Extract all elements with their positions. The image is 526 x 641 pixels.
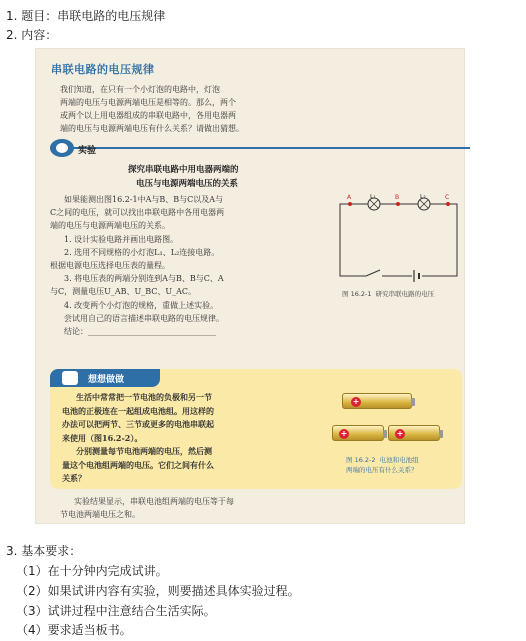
- topic-title: 串联电路的电压规律: [57, 9, 166, 23]
- step-line: 2. 选用不同规格的小灯泡L₁、L₂连接电路。: [64, 247, 220, 257]
- content-heading: 2. 内容：: [6, 28, 58, 42]
- think-do-text: [62, 391, 317, 486]
- result-line: 实验结果显示，串联电池组两端的电压等于每: [74, 497, 234, 506]
- step-line: C之间的电压，就可以找出串联电路中各用电器两: [50, 208, 225, 218]
- label-l1: L₁: [370, 194, 376, 200]
- result-line: 节电池两端电压之和。: [60, 510, 140, 519]
- experiment-steps: [50, 193, 335, 338]
- think-do-tab: [50, 369, 160, 387]
- plus-icon: +: [352, 397, 360, 406]
- battery-pack-cell: [332, 425, 384, 441]
- fig1-number: 图 16.2-1: [342, 290, 372, 298]
- requirement-item: （3）试讲过程中注意结合生活实际。: [16, 604, 216, 618]
- requirement-item: （2）如果试讲内容有实验，则要描述具体实验过程。: [16, 584, 300, 598]
- think-line: 分别测量每节电池两端的电压，然后测: [76, 446, 212, 456]
- topic-prefix: 1. 题目：: [6, 9, 58, 23]
- plus-icon: +: [396, 429, 404, 438]
- think-line: 生活中常常把一节电池的负极和另一节: [76, 392, 212, 402]
- topic-line: [6, 8, 165, 24]
- fig2-caption: [346, 455, 419, 475]
- plus-icon: +: [340, 429, 348, 438]
- think-line: 办法可以把两节、三节或更多的电池串联起: [62, 419, 214, 429]
- step-line: 根据电源电压选择电压表的量程。: [50, 261, 170, 271]
- experiment-divider: [50, 147, 470, 165]
- think-line: 量这个电池组两端的电压。它们之间有什么: [62, 459, 214, 470]
- think-line: 来使用（图16.2-2）。: [62, 432, 143, 443]
- think-do-box: [50, 369, 462, 489]
- speech-bubble-icon: [50, 139, 74, 157]
- single-battery: [342, 393, 412, 409]
- circuit-diagram: [336, 194, 461, 284]
- step-line: 尝试用自己的语言描述串联电路的电压规律。: [64, 313, 224, 323]
- experiment-title-line: 电压与电源两端电压的关系: [136, 179, 239, 189]
- think-line: 关系？: [62, 473, 86, 483]
- step-line: 1. 设计实验电路并画出电路图。: [64, 234, 179, 244]
- intro-line: 我们知道，在只有一个小灯泡的电路中，灯泡: [60, 85, 220, 94]
- step-line: 端的电压与电源两端电压的关系。: [50, 221, 170, 231]
- fig1-text: 研究串联电路的电压: [375, 290, 435, 298]
- requirements-title: 3. 基本要求：: [6, 544, 82, 558]
- label-c: C: [445, 194, 450, 201]
- fig2-text: 电池和电池组: [379, 456, 419, 464]
- result-paragraph: [60, 495, 390, 521]
- fig2-number: 图 16.2-2: [346, 456, 376, 464]
- label-b: B: [395, 194, 400, 201]
- fig2-text: 两端的电压有什么关系？: [346, 466, 418, 474]
- intro-line: 端的电压与电源两端电压有什么关系？请做出猜想。: [60, 124, 244, 133]
- experiment-title-line: 探究串联电路中用电器两端的: [128, 165, 239, 175]
- battery-pack-cell: [388, 425, 440, 441]
- think-line: 电池的正极连在一起组成电池组。用这样的: [62, 405, 214, 416]
- fig1-caption: [342, 289, 434, 298]
- label-a: A: [347, 194, 352, 201]
- step-line: 结论：________________________________: [64, 327, 216, 337]
- step-line: 如果能测出图16.2-1中A与B、B与C以及A与: [64, 195, 224, 204]
- requirement-item: （1）在十分钟内完成试讲。: [16, 564, 168, 578]
- switch-gap: [366, 270, 382, 282]
- intro-paragraph: [60, 83, 340, 135]
- step-line: 4. 改变两个小灯泡的规格，重做上述实验。: [64, 300, 219, 310]
- step-line: 与C，测量电压U_AB、U_BC、U_AC。: [50, 287, 197, 297]
- point-a: [348, 202, 352, 206]
- wrench-icon: [62, 371, 78, 385]
- section-title: 串联电路的电压规律: [51, 63, 155, 76]
- textbook-scan: [35, 48, 465, 524]
- intro-line: 或两个以上用电器组成的串联电路中，各用电器两: [60, 111, 236, 120]
- think-do-label: 想想做做: [88, 375, 125, 385]
- requirement-item: （4）要求适当板书。: [16, 623, 132, 637]
- label-l2: L₂: [420, 194, 426, 200]
- experiment-label: 实验: [78, 146, 97, 156]
- point-c: [446, 202, 450, 206]
- point-b: [396, 202, 400, 206]
- step-line: 3. 将电压表的两端分别连到A与B、B与C、A: [64, 274, 224, 284]
- intro-line: 两端的电压与电源两端电压是相等的。那么，两个: [60, 98, 236, 107]
